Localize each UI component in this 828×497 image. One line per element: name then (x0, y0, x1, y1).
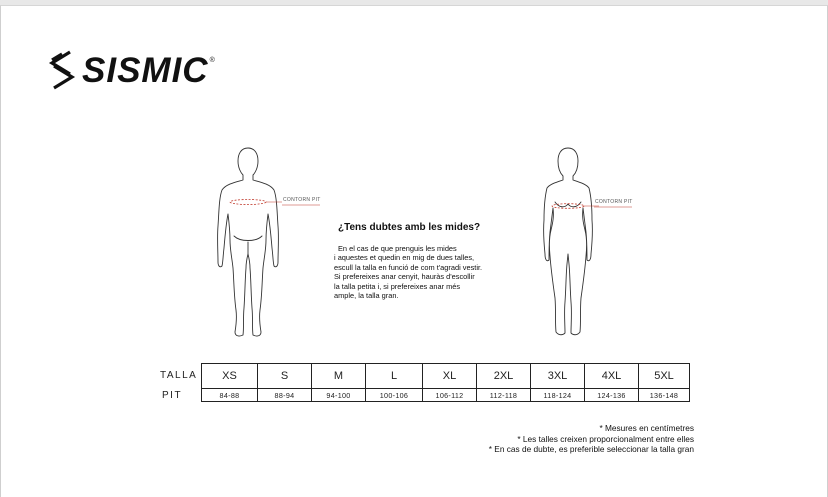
size-cell: XL (423, 364, 477, 389)
size-table (201, 363, 690, 402)
note-line: * En cas de dubte, es preferible seleccionar la talla gran (488, 444, 694, 455)
female-figure-illustration (535, 146, 601, 342)
note-line: * Les talles creixen proporcionalment entre elles (517, 433, 694, 444)
female-measure-label: CONTORN PIT (595, 199, 633, 205)
male-figure-illustration (212, 146, 284, 342)
size-cell: 4XL (585, 364, 639, 389)
advice-line: ample, la talla gran. (334, 291, 399, 301)
note-line: * Mesures en centímetres (599, 423, 694, 433)
pit-cell: 100-106 (366, 389, 423, 402)
size-question-title: ¿Tens dubtes amb les mides? (338, 222, 481, 233)
size-cell: XS (202, 364, 258, 389)
brand-name: SISMIC (82, 50, 209, 90)
advice-line: la talla petita i, si prefereixes anar més (334, 281, 461, 291)
male-measure-underline (282, 204, 322, 206)
pit-cell: 124-136 (585, 389, 639, 402)
size-row-label: TALLA (160, 370, 198, 381)
pit-cell: 84-88 (202, 389, 258, 402)
sismic-logo-icon (48, 50, 76, 90)
brand-logo (48, 49, 215, 91)
pit-row (202, 389, 690, 402)
pit-cell: 88-94 (258, 389, 312, 402)
male-measure-label: CONTORN PIT (283, 197, 321, 203)
pit-cell: 118-124 (531, 389, 585, 402)
size-cell: 5XL (639, 364, 690, 389)
pit-cell: 94-100 (312, 389, 366, 402)
pit-cell: 112-118 (477, 389, 531, 402)
size-cell: M (312, 364, 366, 389)
advice-line: escull la talla en funció de com t'agradi vestir. (334, 262, 483, 272)
female-measure-underline (594, 206, 634, 208)
size-advice-text (334, 244, 514, 300)
size-cell: S (258, 364, 312, 389)
advice-line: Si prefereixes anar cenyit, hauràs d'escollir (334, 272, 475, 282)
pit-row-label: PIT (162, 390, 183, 401)
size-cell: 3XL (531, 364, 585, 389)
pit-cell: 106-112 (423, 389, 477, 402)
size-cell: 2XL (477, 364, 531, 389)
pit-cell: 136-148 (639, 389, 690, 402)
size-row (202, 364, 690, 389)
size-notes (489, 423, 694, 455)
registered-mark: ® (209, 56, 215, 64)
size-cell: L (366, 364, 423, 389)
advice-line: En el cas de que prenguis les mides (338, 244, 457, 253)
advice-line: i aquestes et quedin en mig de dues talles, (334, 253, 475, 263)
